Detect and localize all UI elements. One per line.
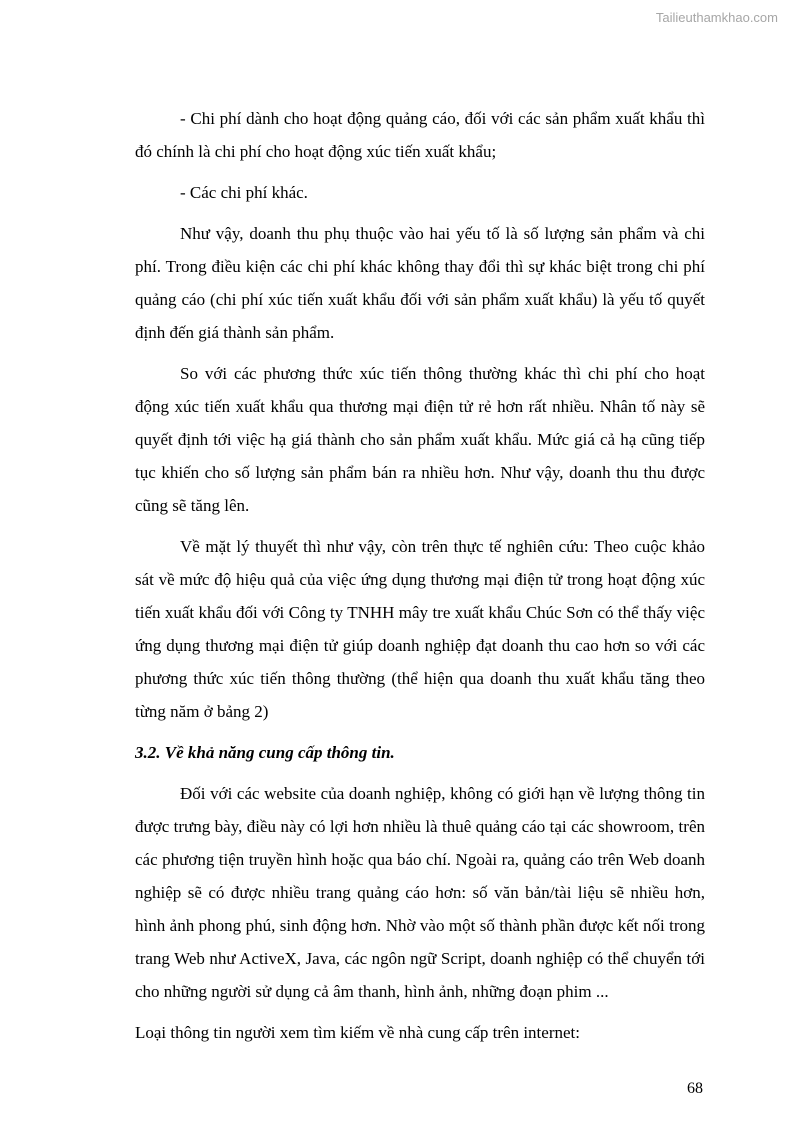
paragraph: - Chi phí dành cho hoạt động quảng cáo, đối với các sản phẩm xuất khẩu thì đó chính là chi phí cho hoạt động xúc tiến xuất khẩu; — [135, 109, 705, 161]
section-heading: 3.2. Về khả năng cung cấp thông tin. — [135, 743, 395, 762]
page-content — [135, 102, 705, 1057]
paragraph: Đối với các website của doanh nghiệp, không có giới hạn về lượng thông tin được trưng bày, điều này có lợi hơn nhiều là thuê quảng cáo tại các showroom, trên các phương tiện truyền hình hoặc qua báo chí. Ngoài ra, quảng cáo trên Web doanh nghiệp sẽ có được nhiều trang quảng cáo hơn: số văn bản/tài liệu sẽ nhiều hơn, hình ảnh phong phú, sinh động hơn. Nhờ vào một số thành phần được kết nối trong trang Web như ActiveX, Java, các ngôn ngữ Script, doanh nghiệp có thể chuyển tới cho những người sử dụng cả âm thanh, hình ảnh, những đoạn phim ... — [135, 784, 705, 1001]
paragraph: So với các phương thức xúc tiến thông thường khác thì chi phí cho hoạt động xúc tiến xuất khẩu qua thương mại điện tử rẻ hơn rất nhiều. Nhân tố này sẽ quyết định tới việc hạ giá thành cho sản phẩm xuất khẩu. Mức giá cả hạ cũng tiếp tục khiến cho số lượng sản phẩm bán ra nhiều hơn. Như vậy, doanh thu thu được cũng sẽ tăng lên. — [135, 364, 705, 515]
paragraph: - Các chi phí khác. — [180, 183, 308, 202]
paragraph: Về mặt lý thuyết thì như vậy, còn trên thực tế nghiên cứu: Theo cuộc khảo sát về mức độ hiệu quả của việc ứng dụng thương mại điện tử trong hoạt động xúc tiến xuất khẩu đối với Công ty TNHH mây tre xuất khẩu Chúc Sơn có thể thấy việc ứng dụng thương mại điện tử giúp doanh nghiệp đạt doanh thu cao hơn so với các phương thức xúc tiến thông thường (thể hiện qua doanh thu xuất khẩu tăng theo từng năm ở bảng 2) — [135, 537, 705, 721]
paragraph: Loại thông tin người xem tìm kiếm về nhà cung cấp trên internet: — [135, 1023, 580, 1042]
watermark: Tailieuthamkhao.com — [655, 10, 778, 25]
paragraph: Như vậy, doanh thu phụ thuộc vào hai yếu tố là số lượng sản phẩm và chi phí. Trong điều kiện các chi phí khác không thay đổi thì sự khác biệt trong chi phí quảng cáo (chi phí xúc tiến xuất khẩu đối với sản phẩm xuất khẩu) là yếu tố quyết định đến giá thành sản phẩm. — [135, 224, 705, 342]
page-number: 68 — [687, 1080, 703, 1097]
